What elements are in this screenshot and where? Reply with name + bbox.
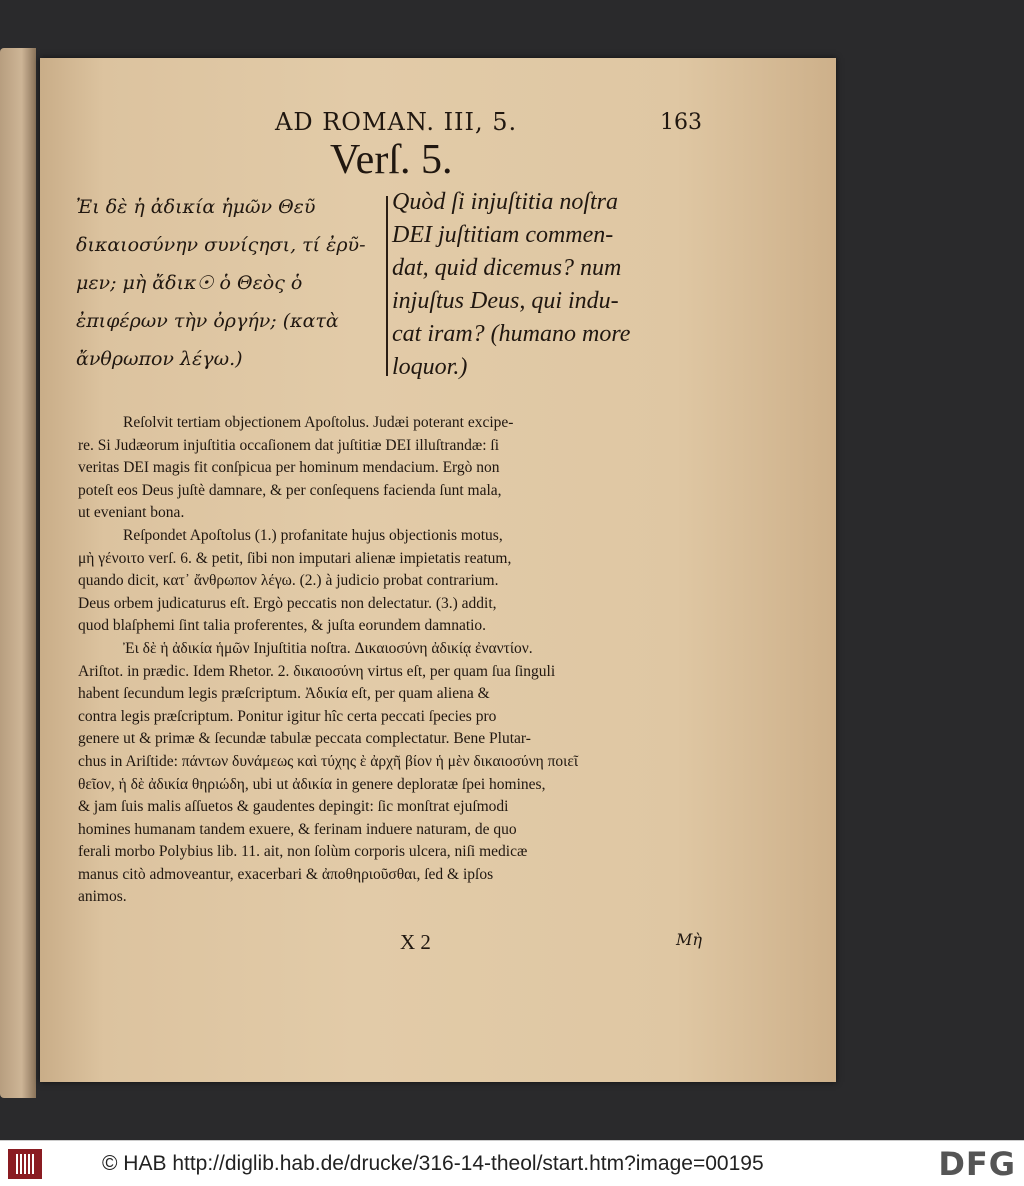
text-line: homines humanam tandem exuere, & ferinam induere naturam, de quo bbox=[78, 820, 517, 838]
text-line: Deus orbem judicaturus eſt. Ergò peccatis non delectatur. (3.) addit, bbox=[78, 594, 497, 612]
catchword: Μὴ bbox=[676, 930, 702, 949]
latin-line: Quòd ſi injuſtitia noſtra bbox=[392, 189, 619, 215]
text-line: Reſolvit tertiam objectionem Apoſtolus. Judæi poterant excipe- bbox=[123, 414, 514, 431]
greek-line: ἐπιφέρων τὴν ὀργήν; (κατὰ bbox=[76, 310, 339, 332]
text-line: poteſt eos Deus juſtè damnare, & per conſequens facienda ſunt mala, bbox=[78, 481, 502, 499]
text-line: ut eveniant bona. bbox=[78, 504, 185, 522]
text-line: contra legis præſcriptum. Ponitur igitur hîc certa peccati ſpecies pro bbox=[78, 707, 497, 725]
viewer-footer bbox=[0, 1140, 1024, 1186]
greek-line: ἄνθρωπον λέγω.) bbox=[76, 348, 243, 370]
text-line: manus citò admoveantur, exacerbari & ἀποθηριοῦσθαι, ſed & ipſos bbox=[78, 865, 494, 883]
greek-line: μεν; μὴ ἄδικ☉ ὁ Θεὸς ὁ bbox=[76, 272, 303, 294]
latin-line: cat iram? (humano more bbox=[392, 321, 631, 347]
text-line: μὴ γένοιτο verſ. 6. & petit, ſibi non imputari alienæ impietatis reatum, bbox=[78, 549, 512, 567]
copyright-link[interactable]: © HAB http://diglib.hab.de/drucke/316-14-theol/start.htm?image=00195 bbox=[102, 1151, 764, 1175]
dfg-logo[interactable]: DFG bbox=[938, 1145, 1016, 1183]
text-line: Ariſtot. in prædic. Idem Rhetor. 2. δικαιοσύνη virtus eſt, per quam ſua ſinguli bbox=[78, 662, 556, 680]
page-number: 163 bbox=[660, 110, 702, 135]
text-line: θεῖον, ἡ δὲ ἀδικία θηριώδη, ubi ut ἀδικία in genere deploratæ ſpei homines, bbox=[78, 775, 546, 793]
text-line: re. Si Judæorum injuſtitia occaſionem dat juſtitiæ DEI illuſtrandæ: ſi bbox=[78, 436, 500, 454]
text-line: animos. bbox=[78, 888, 127, 906]
book-page bbox=[40, 58, 836, 1082]
greek-verse-column bbox=[76, 188, 386, 378]
latin-line: DEI juſtitiam commen- bbox=[392, 222, 614, 248]
text-line: Reſpondet Apoſtolus (1.) profanitate hujus objectionis motus, bbox=[123, 526, 503, 544]
latin-verse-column bbox=[392, 186, 702, 384]
text-line: veritas DEI magis fit conſpicua per hominum mendacium. Ergò non bbox=[78, 459, 500, 477]
text-line: chus in Ariſtide: πάντων δυνάμεως καὶ τύχης ὲ ἀρχῆ βίον ἡ μὲν δικαιοσύνη ποιεῖ bbox=[78, 752, 579, 770]
latin-line: loquor.) bbox=[392, 354, 468, 380]
text-line: quod blaſphemi ſint talia proferentes, & juſta eorundem damnatio. bbox=[78, 617, 487, 635]
text-line: habent ſecundum legis præſcriptum. Ἀδικία eſt, per quam aliena & bbox=[78, 685, 490, 703]
greek-line: δικαιοσύνην συνίςησι, τί ἐρῦ- bbox=[76, 234, 366, 256]
signature-mark: X 2 bbox=[400, 930, 431, 954]
text-line: ferali morbo Polybius lib. 11. ait, non ſolùm corporis ulcera, niſi medicæ bbox=[78, 843, 528, 861]
text-line: genere ut & primæ & ſecundæ tabulæ peccata complectatur. Bene Plutar- bbox=[78, 730, 531, 748]
latin-line: dat, quid dicemus? num bbox=[392, 255, 622, 281]
text-line: Ἐι δὲ ἡ ἀδικία ἡμῶν Injuſtitia noſtra. Δικαιοσύνη ἀδικίᾳ ἐναντίον. bbox=[123, 639, 533, 657]
previous-page-edge bbox=[0, 48, 36, 1098]
greek-line: Ἐι δὲ ἡ ἀδικία ἡμῶν Θεῦ bbox=[76, 196, 316, 218]
verse-heading: Verſ. 5. bbox=[330, 137, 453, 183]
latin-line: injuſtus Deus, qui indu- bbox=[392, 288, 619, 314]
column-divider bbox=[386, 196, 388, 376]
commentary-text bbox=[78, 412, 698, 909]
running-head: AD ROMAN. III, 5. bbox=[275, 108, 518, 136]
text-line: & jam ſuis malis aſſuetos & gaudentes depingit: ſic monſtrat ejuſmodi bbox=[78, 798, 509, 816]
text-line: quando dicit, κατ᾽ ἄνθρωπον λέγω. (2.) à judicio probat contrarium. bbox=[78, 572, 499, 590]
hab-logo-icon[interactable] bbox=[8, 1149, 42, 1179]
